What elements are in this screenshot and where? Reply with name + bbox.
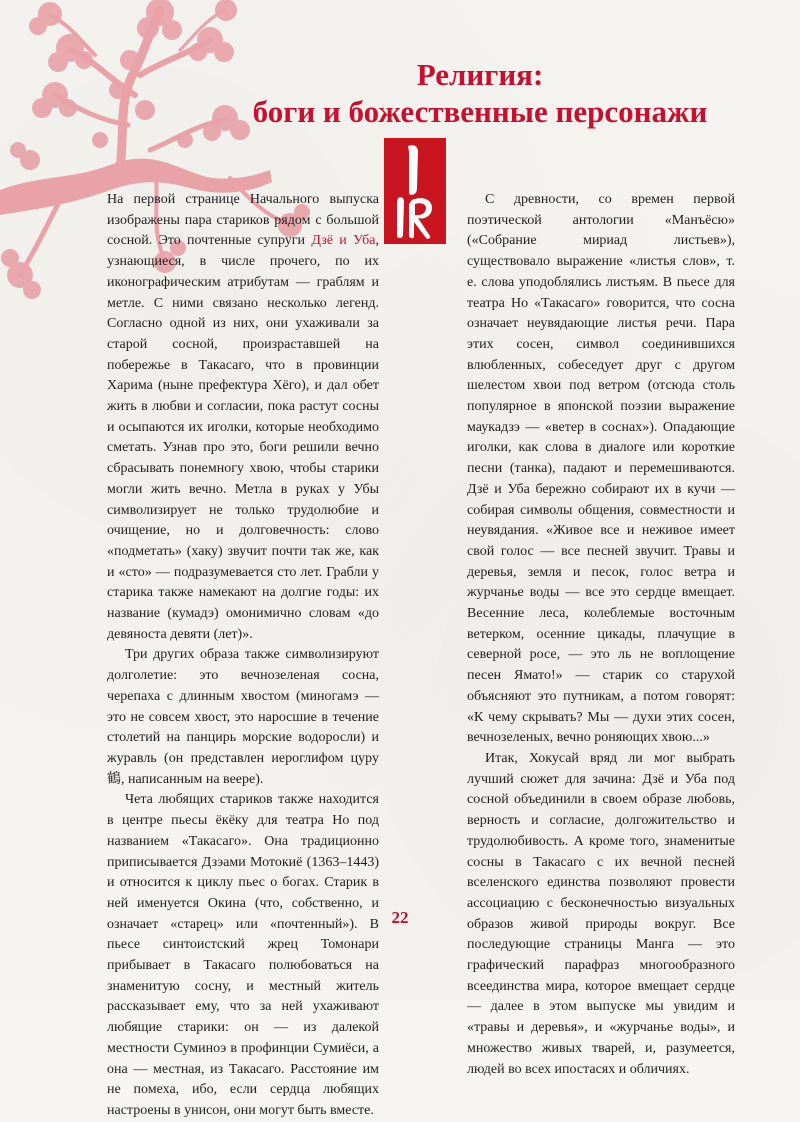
names-highlight: Дзё и Уба [311,233,376,249]
page-number: 22 [391,908,409,927]
left-paragraph-1 [107,190,379,645]
left-p1-text-before: На первой странице Начального выпуска изображены пара стариков рядом с большой сосной. Это почтенные супруги [107,192,379,249]
title-line-2: боги и божественные персонажи [252,94,708,129]
red-seal-glyph-icon [384,138,446,244]
page-title [210,56,750,130]
left-paragraph-3: Чета любящих стариков также находится в центре пьесы ёкёку для театра Но под названием «Такасаго». Она традиционно приписывается Дзэами Мотокиё (1363–1443) и относится к циклу пьес о богах. Старик в ней именуется Окина (что, собственно, и означает «старец» или «почтенный»). В пьесе синтоистский жрец Томонари прибывает в Такасаго полюбоваться на знаменитую сосну, и местный житель рассказывает ему, что за ней ухаживают любящие старики: он — из далекой местности Суминоэ в профинции Сумиёси, а она — местная, из Такасаго. Расстояние им не помеха, ибо, если сердца любящих настроены в унисон, они могут быть вместе. [107,792,379,1118]
title-line-1: Религия: [416,57,544,92]
left-p1-text-after: , узнающиеся, в числе прочего, по их иконографическим атрибутам — граблям и метле. С ними связано несколько легенд. Согласно одной из них, они ухаживали за старой сосной, произраставшей на побережье в Такасаго, что в провинции Харима (ныне префектура Хёго), и дал обет жить в любви и согласии, пока растут сосны и осыпаются их иголки, которые необходимо сметать. Узнав про это, боги решили вечно сбрасывать понемногу хвою, чтобы старики могли жить вечно. Метла в руках у Убы символизирует не только трудолюбие и очищение, но и долговечность: слово «подметать» (хаку) звучит почти так же, как и «сто» — подразумевается сто лет. Грабли у старика также намекают на долгие годы: их название (кумадэ) омонимично словам «до девяноста девяти (лет)». [107,233,379,642]
left-text-column [107,190,379,1122]
right-paragraph-2: Итак, Хокусай вряд ли мог выбрать лучший сюжет для зачина: Дзё и Уба под сосной объединили в своем образе любовь, верность и согласие, долгожительство и трудолюбивость. А кроме того, знаменитые сосны в Такасаго с их вечной песней вселенского единства позволяют провести ассоциацию с бесконечностью визуальных образов живой природы вокруг. Все последующие страницы Манга — это графический парафраз многообразного всеединства мира, которое вмещает сердце — далее в этом выпуске мы увидим и «травы и деревья», и «журчанье воды», и множество живых тварей, и, разумеется, людей во всех ипостасях и обличиях. [467,750,735,1077]
left-paragraph-2: Три других образа также символизируют долголетие: это вечнозеленая сосна, черепаха с длинным хвостом (миногамэ — это не совсем хвост, это наросшие в течение столетий на панцирь морские водоросли) и журавль (он представлен иероглифом цуру 鶴, написанным на веере). [107,647,379,787]
right-text-column [467,190,735,1080]
right-paragraph-1: С древности, со времен первой поэтической антологии «Манъёсю» («Собрание мириад листьев»), существовало выражение «листья слов», т. е. слова уподоблялись листьям. В пьесе для театра Но «Такасаго» говорится, что сосна означает неувядающие листья речи. Пара этих сосен, символ соединившихся влюбленных, собеседует друг с другом шелестом хвои под ветром (отсюда столь популярное в японской поэзии выражение маукадзэ — «ветер в соснах»). Опадающие иголки, как слова в диалоге или короткие песни (танка), падают и перемешиваются. Дзё и Уба бережно собирают их в кучи — собирая символы общения, совместности и неувядания. «Живое все и неживое имеет свой голос — все песней звучит. Травы и деревья, земля и песок, голос ветра и журчанье воды — все это сердце вмещает. Весенние леса, колеблемые восточным ветерком, осенние цикады, плачущие в северной росе, — это ль не воплощение песен Ямато!» — старик со старухой объясняют это путникам, а потом говорят: «К чему скрывать? Мы — духи этих сосен, вечнозеленых, вечно роняющих хвою...» [467,192,735,746]
